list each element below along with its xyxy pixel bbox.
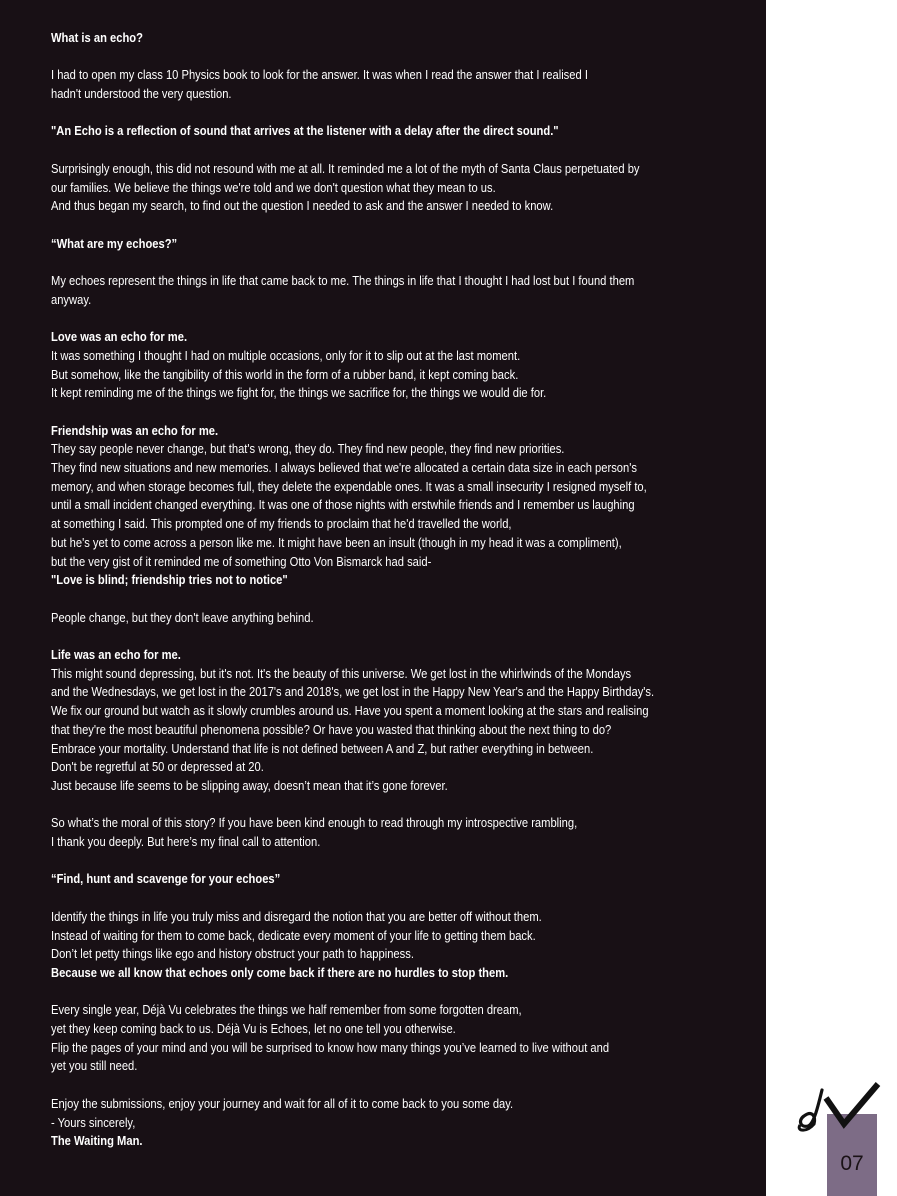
signoff: The Waiting Man. — [51, 1133, 143, 1149]
text-line: Don't be regretful at 50 or depressed at 20. — [51, 759, 264, 775]
text-line: We fix our ground but watch as it slowly crumbles around us. Have you spent a moment looking at the stars and realising — [51, 703, 649, 719]
text-line: but he's yet to come across a person like me. It might have been an insult (though in my head it was a compliment), — [51, 534, 622, 550]
text-line: anyway. — [51, 291, 92, 307]
question-heading: What is an echo? — [51, 30, 143, 45]
page-number: 07 — [840, 1152, 864, 1175]
bismarck-quote: "Love is blind; friendship tries not to notice" — [51, 572, 288, 588]
text-line: yet you still need. — [51, 1058, 138, 1074]
text-line: our families. We believe the things we're told and we don't question what they mean to us. — [51, 179, 496, 195]
text-line: It was something I thought I had on multiple occasions, only for it to slip out at the last moment. — [51, 347, 521, 363]
hurdles-line: Because we all know that echoes only come back if there are no hurdles to stop them. — [51, 964, 509, 980]
text-line: It kept reminding me of the things we fight for, the things we sacrifice for, the things we would die for. — [51, 385, 547, 401]
text-line: hadn't understood the very question. — [51, 86, 232, 102]
text-line: - Yours sincerely, — [51, 1114, 136, 1130]
text-line: I thank you deeply. But here’s my final call to attention. — [51, 834, 321, 850]
text-line: Enjoy the submissions, enjoy your journey and wait for all of it to come back to you some day. — [51, 1095, 514, 1111]
life-heading: Life was an echo for me. — [51, 647, 181, 663]
call-quote: “Find, hunt and scavenge for your echoes” — [51, 871, 281, 887]
text-line: Every single year, Déjà Vu celebrates the things we half remember from some forgotten dream, — [51, 1002, 522, 1018]
text-line: Instead of waiting for them to come back, dedicate every moment of your life to getting them back. — [51, 927, 536, 943]
text-line: that they're the most beautiful phenomena possible? Or have you wasted that thinking about the next thing to do? — [51, 721, 612, 737]
text-line: Just because life seems to be slipping away, doesn’t mean that it’s gone forever. — [51, 777, 448, 793]
text-line: This might sound depressing, but it's not. It's the beauty of this universe. We get lost in the whirlwinds of the Mondays — [51, 665, 632, 681]
echoes-question: “What are my echoes?” — [51, 235, 178, 251]
text-line: and the Wednesdays, we get lost in the 2017's and 2018's, we get lost in the Happy New Year's and the Happy Birthday's. — [51, 684, 655, 700]
dv-logo-icon — [788, 1076, 888, 1136]
text-line: They say people never change, but that's wrong, they do. They find new people, they find new priorities. — [51, 441, 565, 457]
text-line: Embrace your mortality. Understand that life is not defined between A and Z, but rather everything in between. — [51, 740, 594, 756]
friendship-heading: Friendship was an echo for me. — [51, 422, 219, 438]
definition-quote: "An Echo is a reflection of sound that arrives at the listener with a delay after the direct sound." — [51, 123, 559, 139]
article-body — [51, 29, 756, 1151]
text-line: Identify the things in life you truly miss and disregard the notion that you are better off without them. — [51, 908, 542, 924]
text-line: Flip the pages of your mind and you will be surprised to know how many things you’ve learned to live without and — [51, 1039, 610, 1055]
text-line: Don’t let petty things like ego and history obstruct your path to happiness. — [51, 946, 414, 962]
text-line: They find new situations and new memories. I always believed that we're allocated a certain data size in each person's — [51, 460, 637, 476]
text-line: My echoes represent the things in life that came back to me. The things in life that I thought I had lost but I found them — [51, 273, 635, 289]
text-line: People change, but they don't leave anything behind. — [51, 609, 314, 625]
text-line: And thus began my search, to find out the question I needed to ask and the answer I needed to know. — [51, 198, 554, 214]
text-line: So what’s the moral of this story? If you have been kind enough to read through my introspective rambling, — [51, 815, 578, 831]
text-line: Surprisingly enough, this did not resound with me at all. It reminded me a lot of the myth of Santa Claus perpetuated by — [51, 160, 640, 176]
text-line: but the very gist of it reminded me of something Otto Von Bismarck had said- — [51, 553, 432, 569]
text-line: until a small incident changed everything. It was one of those nights with erstwhile friends and I remember us laughing — [51, 497, 635, 513]
text-line: But somehow, like the tangibility of this world in the form of a rubber band, it kept coming back. — [51, 366, 519, 382]
love-heading: Love was an echo for me. — [51, 329, 188, 345]
text-line: memory, and when storage becomes full, they delete the expendable ones. It was a small insecurity I resigned myself to, — [51, 478, 647, 494]
text-line: yet they keep coming back to us. Déjà Vu is Echoes, let no one tell you otherwise. — [51, 1021, 456, 1037]
text-line: I had to open my class 10 Physics book to look for the answer. It was when I read the answer that I realised I — [51, 67, 588, 83]
text-line: at something I said. This prompted one of my friends to proclaim that he'd travelled the world, — [51, 516, 512, 532]
